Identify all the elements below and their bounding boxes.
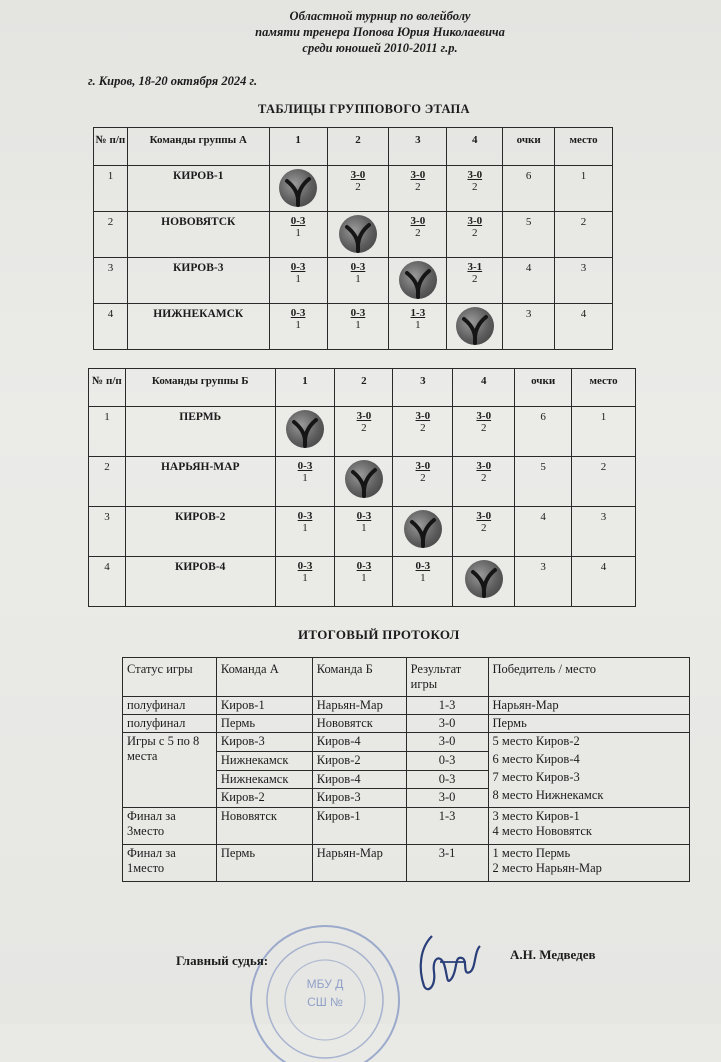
chief-judge-label: Главный судья: (176, 953, 269, 968)
header-team-b: Команда Б (312, 658, 406, 697)
group-header-cell: очки (503, 128, 555, 166)
row-number: 4 (94, 304, 128, 350)
total-points: 6 (515, 407, 572, 457)
volleyball-icon (456, 307, 494, 345)
team-b-cell: Киров-3 (312, 789, 406, 808)
group-header-cell: 3 (393, 369, 453, 407)
place: 4 (555, 304, 613, 350)
team-a-cell: Киров-3 (216, 733, 312, 752)
self-match-cell (447, 304, 503, 350)
match-score-cell (327, 304, 389, 350)
result-cell: 3-0 (406, 733, 488, 752)
winner-cell (488, 845, 689, 882)
match-score-cell (453, 507, 515, 557)
group-header-cell: 1 (269, 128, 327, 166)
match-points: 1 (302, 572, 308, 584)
tournament-title: Областной турнир по волейболу (289, 9, 471, 23)
volleyball-icon (404, 510, 442, 548)
team-a-cell: Киров-1 (216, 697, 312, 715)
match-points: 1 (415, 319, 421, 331)
group-row (89, 457, 636, 507)
group-header-cell: Команды группы А (127, 128, 269, 166)
group-b-table (88, 368, 636, 607)
match-points: 1 (295, 319, 301, 331)
match-score-cell (335, 557, 393, 607)
group-row (89, 557, 636, 607)
total-points: 6 (503, 166, 555, 212)
stamp-line2: СШ № (307, 995, 343, 1009)
placement-winners-cell (488, 733, 689, 808)
place: 3 (555, 258, 613, 304)
match-score: 0-3 (297, 510, 313, 522)
group-row (89, 507, 636, 557)
signature-scribble (410, 928, 490, 998)
team-b-cell: Киров-2 (312, 751, 406, 770)
location-date: г. Киров, 18-20 октября 2024 г. (88, 74, 258, 88)
match-score: 3-1 (467, 261, 483, 273)
group-header-cell: 4 (453, 369, 515, 407)
group-header-row (94, 128, 613, 166)
match-score: 1-3 (410, 307, 426, 319)
status-cell: полуфинал (123, 697, 217, 715)
team-name: ПЕРМЬ (125, 407, 275, 457)
group-header-cell: № п/п (94, 128, 128, 166)
team-a-cell: Киров-2 (216, 789, 312, 808)
team-name: КИРОВ-2 (125, 507, 275, 557)
match-score-cell (453, 407, 515, 457)
match-score-cell (269, 258, 327, 304)
final-protocol-title: ИТОГОВЫЙ ПРОТОКОЛ (298, 627, 460, 642)
header-winner: Победитель / место (488, 658, 689, 697)
winner-line: 7 место Киров-3 (492, 770, 580, 784)
volleyball-icon (399, 261, 437, 299)
tournament-subtitle: памяти тренера Попова Юрия Николаевича (255, 25, 505, 39)
match-points: 2 (481, 422, 487, 434)
place: 4 (572, 557, 636, 607)
place: 3 (572, 507, 636, 557)
match-score: 0-3 (350, 261, 366, 273)
result-cell: 3-0 (406, 715, 488, 733)
match-score: 0-3 (297, 560, 313, 572)
row-number: 2 (94, 212, 128, 258)
table-row (123, 808, 690, 845)
group-header-cell: № п/п (89, 369, 126, 407)
final-header-row (123, 658, 690, 697)
match-score-cell (275, 507, 335, 557)
status-cell: Финал за 1место (123, 845, 217, 882)
status-cell: полуфинал (123, 715, 217, 733)
match-score: 3-0 (410, 169, 426, 181)
match-score-cell (393, 457, 453, 507)
match-score-cell (453, 457, 515, 507)
match-score: 3-0 (476, 460, 492, 472)
team-name: КИРОВ-4 (125, 557, 275, 607)
match-score-cell (275, 557, 335, 607)
match-score-cell (335, 407, 393, 457)
group-row (94, 258, 613, 304)
table-row (123, 697, 690, 715)
group-header-cell: место (572, 369, 636, 407)
match-points: 1 (295, 227, 301, 239)
stamp-line1: МБУ Д (306, 977, 344, 991)
match-points: 2 (472, 227, 478, 239)
total-points: 5 (515, 457, 572, 507)
match-points: 1 (361, 522, 367, 534)
winner-line: 1 место Пермь (492, 846, 571, 860)
match-score: 3-0 (415, 410, 431, 422)
match-score-cell (389, 304, 447, 350)
header-team-a: Команда А (216, 658, 312, 697)
team-b-cell: Нововятск (312, 715, 406, 733)
match-score-cell (393, 407, 453, 457)
row-number: 2 (89, 457, 126, 507)
match-score-cell (269, 212, 327, 258)
group-header-cell: очки (515, 369, 572, 407)
group-header-cell: место (555, 128, 613, 166)
tournament-category: среди юношей 2010-2011 г.р. (302, 41, 458, 55)
match-score: 0-3 (290, 215, 306, 227)
team-name: НАРЬЯН-МАР (125, 457, 275, 507)
self-match-cell (269, 166, 327, 212)
volleyball-icon (339, 215, 377, 253)
self-match-cell (335, 457, 393, 507)
match-score: 3-0 (350, 169, 366, 181)
match-score-cell (269, 304, 327, 350)
result-cell: 3-0 (406, 789, 488, 808)
group-a-table (93, 127, 613, 350)
final-protocol-table (122, 657, 690, 882)
self-match-cell (389, 258, 447, 304)
total-points: 5 (503, 212, 555, 258)
match-score-cell (389, 212, 447, 258)
match-points: 2 (472, 181, 478, 193)
match-points: 2 (481, 522, 487, 534)
match-points: 2 (355, 181, 361, 193)
row-number: 3 (94, 258, 128, 304)
result-cell: 1-3 (406, 808, 488, 845)
match-score: 0-3 (356, 560, 372, 572)
match-points: 1 (420, 572, 426, 584)
group-header-cell: 2 (327, 128, 389, 166)
match-score: 3-0 (467, 215, 483, 227)
winner-cell (488, 808, 689, 845)
place: 1 (555, 166, 613, 212)
team-a-cell: Нововятск (216, 808, 312, 845)
match-score: 3-0 (476, 510, 492, 522)
winner-line: 3 место Киров-1 (492, 809, 580, 823)
match-points: 2 (481, 472, 487, 484)
match-points: 1 (302, 472, 308, 484)
winner-cell: Пермь (488, 715, 689, 733)
team-b-cell: Нарьян-Мар (312, 697, 406, 715)
team-name: КИРОВ-3 (127, 258, 269, 304)
team-b-cell: Нарьян-Мар (312, 845, 406, 882)
row-number: 4 (89, 557, 126, 607)
team-a-cell: Нижнекамск (216, 770, 312, 789)
team-a-cell: Пермь (216, 845, 312, 882)
match-score: 0-3 (350, 307, 366, 319)
total-points: 4 (503, 258, 555, 304)
place: 2 (555, 212, 613, 258)
header-status: Статус игры (123, 658, 217, 697)
group-header-cell: 1 (275, 369, 335, 407)
status-cell: Финал за 3место (123, 808, 217, 845)
winner-line: 8 место Нижнекамск (492, 788, 604, 802)
match-points: 1 (295, 273, 301, 285)
volleyball-icon (345, 460, 383, 498)
match-score-cell (447, 166, 503, 212)
place: 1 (572, 407, 636, 457)
group-row (94, 304, 613, 350)
group-header-cell: 3 (389, 128, 447, 166)
match-score: 3-0 (476, 410, 492, 422)
match-score: 3-0 (410, 215, 426, 227)
team-b-cell: Киров-1 (312, 808, 406, 845)
total-points: 3 (515, 557, 572, 607)
match-score: 0-3 (290, 261, 306, 273)
self-match-cell (275, 407, 335, 457)
match-score: 3-0 (415, 460, 431, 472)
result-cell: 0-3 (406, 770, 488, 789)
match-points: 2 (420, 472, 426, 484)
match-score-cell (447, 212, 503, 258)
self-match-cell (393, 507, 453, 557)
winner-line: 6 место Киров-4 (492, 752, 580, 766)
match-score: 0-3 (297, 460, 313, 472)
volleyball-icon (465, 560, 503, 598)
team-name: НИЖНЕКАМСК (127, 304, 269, 350)
match-points: 2 (361, 422, 367, 434)
row-number: 1 (89, 407, 126, 457)
group-header-cell: 2 (335, 369, 393, 407)
official-stamp (245, 912, 405, 1062)
group-row (94, 212, 613, 258)
header-result: Результат игры (406, 658, 488, 697)
total-points: 4 (515, 507, 572, 557)
chief-judge-name: А.Н. Медведев (510, 947, 596, 962)
result-cell: 0-3 (406, 751, 488, 770)
match-score: 0-3 (415, 560, 431, 572)
match-score: 3-0 (356, 410, 372, 422)
winner-line: 5 место Киров-2 (492, 734, 580, 748)
team-b-cell: Киров-4 (312, 733, 406, 752)
self-match-cell (327, 212, 389, 258)
match-score-cell (327, 258, 389, 304)
match-score: 3-0 (467, 169, 483, 181)
team-name: НОВОВЯТСК (127, 212, 269, 258)
group-row (94, 166, 613, 212)
result-cell: 1-3 (406, 697, 488, 715)
match-score: 0-3 (356, 510, 372, 522)
match-points: 1 (355, 319, 361, 331)
match-score-cell (335, 507, 393, 557)
winner-line: 4 место Нововятск (492, 824, 592, 838)
group-stage-title: ТАБЛИЦЫ ГРУППОВОГО ЭТАПА (258, 102, 470, 116)
winner-line: 2 место Нарьян-Мар (492, 861, 602, 875)
match-points: 2 (472, 273, 478, 285)
match-score-cell (389, 166, 447, 212)
match-points: 1 (355, 273, 361, 285)
match-score-cell (327, 166, 389, 212)
table-row (123, 845, 690, 882)
row-number: 3 (89, 507, 126, 557)
team-a-cell: Нижнекамск (216, 751, 312, 770)
winner-cell: Нарьян-Мар (488, 697, 689, 715)
match-score-cell (393, 557, 453, 607)
place: 2 (572, 457, 636, 507)
table-row (123, 715, 690, 733)
match-points: 1 (361, 572, 367, 584)
self-match-cell (453, 557, 515, 607)
group-row (89, 407, 636, 457)
volleyball-icon (279, 169, 317, 207)
group-header-row (89, 369, 636, 407)
group-header-cell: Команды группы Б (125, 369, 275, 407)
match-points: 2 (415, 181, 421, 193)
match-points: 2 (420, 422, 426, 434)
team-a-cell: Пермь (216, 715, 312, 733)
total-points: 3 (503, 304, 555, 350)
match-score: 0-3 (290, 307, 306, 319)
status-cell: Игры с 5 по 8 места (123, 733, 217, 808)
team-b-cell: Киров-4 (312, 770, 406, 789)
result-cell: 3-1 (406, 845, 488, 882)
team-name: КИРОВ-1 (127, 166, 269, 212)
table-row (123, 733, 690, 752)
row-number: 1 (94, 166, 128, 212)
match-score-cell (275, 457, 335, 507)
match-points: 2 (415, 227, 421, 239)
match-points: 1 (302, 522, 308, 534)
group-header-cell: 4 (447, 128, 503, 166)
volleyball-icon (286, 410, 324, 448)
match-score-cell (447, 258, 503, 304)
